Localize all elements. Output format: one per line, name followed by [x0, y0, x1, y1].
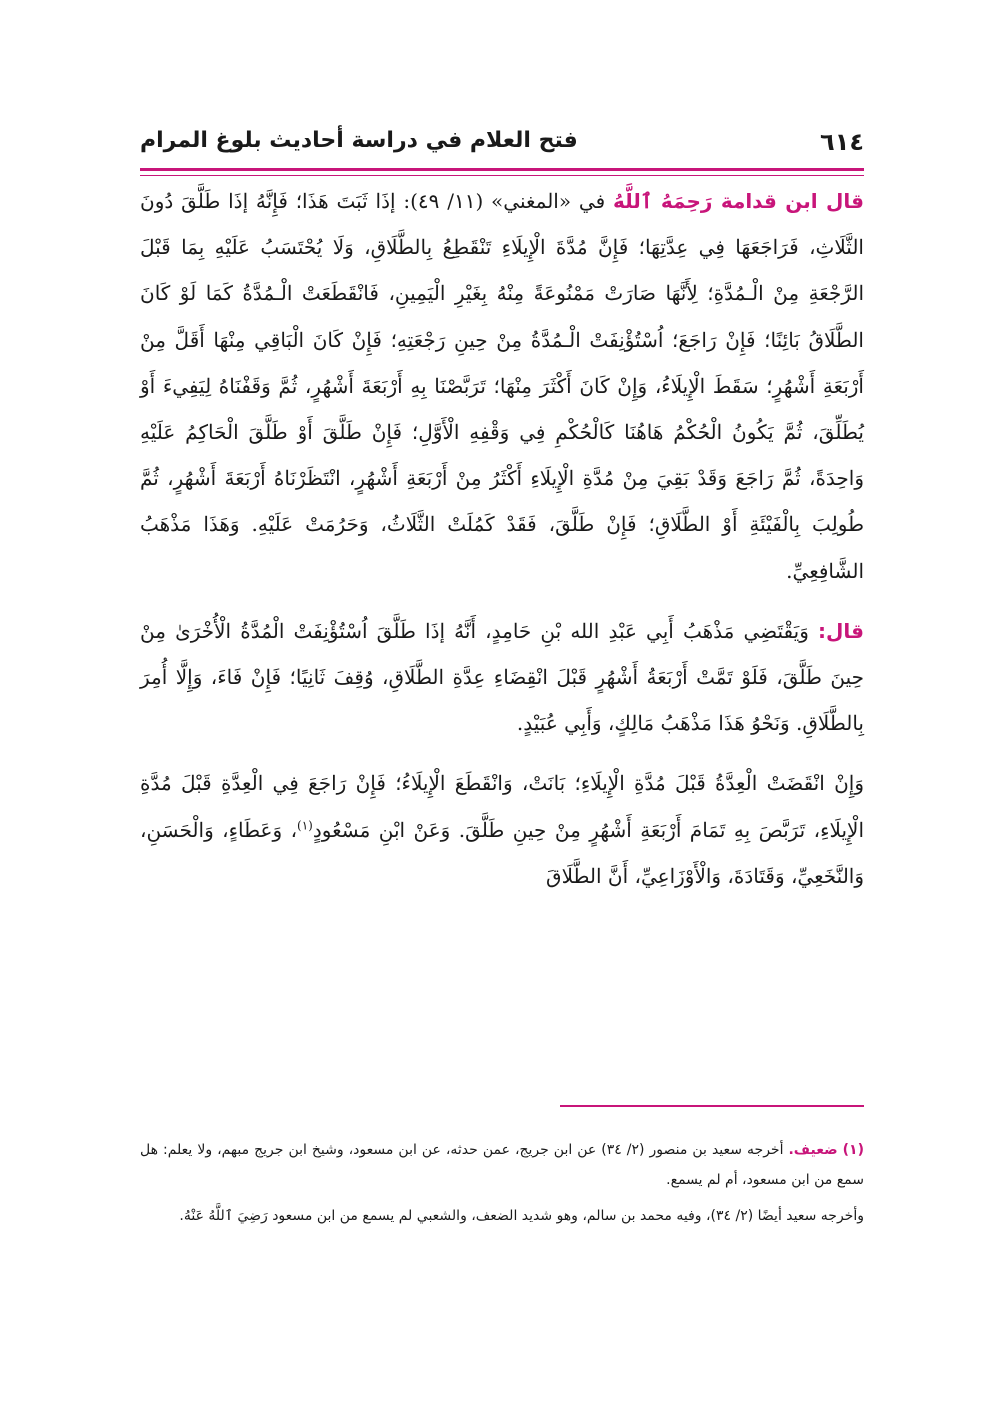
footnotes	[140, 1135, 864, 1237]
paragraph	[140, 760, 864, 899]
header-rule-thin	[140, 175, 864, 176]
speaker-label: قال ابن قدامة رَحِمَهُ ٱللَّهُ	[612, 189, 864, 213]
book-title: فتح العلام في دراسة أحاديث بلوغ المرام	[140, 128, 578, 153]
footnote-text: وأخرجه سعيد أيضًا (٢/ ٣٤)، وفيه محمد بن سالم، وهو شديد الضعف، والشعبي لم يسمع من ابن مسعود رَضِيَ ٱللَّهُ عَنْهُ.	[179, 1208, 864, 1224]
speaker-label: قال:	[818, 618, 864, 643]
footnote-reference[interactable]: (١)	[297, 817, 313, 832]
footnote	[140, 1135, 864, 1195]
paragraph-text: وَإِنْ انْقَضَتْ الْعِدَّةُ قَبْلَ مُدَّةِ الْإِيلَاءِ؛ بَانَتْ، وَانْقَطَعَ الْإِيلَاءُ؛ فَإِنْ رَاجَعَ فِي الْعِدَّةِ قَبْلَ مُدَّةِ الْإِيلَاءِ، تَرَبَّصَ بِهِ تَمَامَ أَرْبَعَةِ أَشْهُرٍ مِنْ حِينِ طَلَّقَ. وَعَنْ ابْنِ مَسْعُودٍ	[140, 771, 864, 842]
main-text	[140, 178, 864, 913]
footnote-text: أخرجه سعيد بن منصور (٢/ ٣٤) عن ابن جريج، عمن حدثه، عن ابن مسعود، وشيخ ابن جريج مبهم، ولا يعلم: هل سمع من ابن مسعود، أم لم يسمع.	[140, 1142, 864, 1188]
footnote-separator	[560, 1105, 864, 1107]
footnote-grade: ضعيف.	[788, 1142, 838, 1158]
footnote	[140, 1201, 864, 1231]
paragraph	[140, 178, 864, 594]
page-header	[140, 128, 864, 164]
paragraph-text: في «المغني» (١١/ ٤٩): إذَا ثَبَتَ هَذَا؛ فَإِنَّهُ إذَا طَلَّقَ دُونَ الثَّلَاثِ، فَرَاجَعَهَا فِي عِدَّتِهَا؛ فَإِنَّ مُدَّةَ الْإِيلَاءِ تَنْقَطِعُ بِالطَّلَاقِ، وَلَا يُحْتَسَبُ عَلَيْهِ بِمَا قَبْلَ الرَّجْعَةِ مِنْ الْـمُدَّةِ؛ لِأَنَّهَا صَارَتْ مَمْنُوعَةً مِنْهُ بِغَيْرِ الْيَمِينِ، فَانْقَطَعَتْ الْـمُدَّةُ كَمَا لَوْ كَانَ الطَّلَاقُ بَائِنًا؛ فَإِنْ رَاجَعَ؛ اُسْتُؤْنِفَتْ الْـمُدَّةُ مِنْ حِينِ رَجْعَتِهِ؛ فَإِنْ كَانَ الْبَاقِي مِنْهَا أَقَلَّ مِنْ أَرْبَعَةِ أَشْهُرٍ؛ سَقَطَ الْإِيلَاءُ، وَإِنْ كَانَ أَكْثَرَ مِنْهَا؛ تَرَبَّصْنَا بِهِ أَرْبَعَةَ أَشْهُرٍ، ثُمَّ وَقَفْنَاهُ لِيَفِيءَ أَوْ يُطَلِّقَ، ثُمَّ يَكُونُ الْحُكْمُ هَاهُنَا كَالْحُكْمِ فِي وَقْفِهِ الْأَوَّلِ؛ فَإِنْ طَلَّقَ أَوْ طَلَّقَ الْحَاكِمُ عَلَيْهِ وَاحِدَةً، ثُمَّ رَاجَعَ وَقَدْ بَقِيَ مِنْ مُدَّةِ الْإِيلَاءِ أَكْثَرُ مِنْ أَرْبَعَةِ أَشْهُرٍ، انْتَظَرْنَاهُ أَرْبَعَةَ أَشْهُرٍ، ثُمَّ طُولِبَ بِالْفَيْئَةِ أَوْ الطَّلَاقِ؛ فَإِنْ طَلَّقَ، فَقَدْ كَمُلَتْ الثَّلَاثُ، وَحَرُمَتْ عَلَيْهِ. وَهَذَا مَذْهَبُ الشَّافِعِيِّ.	[140, 189, 864, 583]
paragraph-text-continued: ، وَعَطَاءٍ، وَالْحَسَنِ، وَالنَّخَعِيِّ، وَقَتَادَةَ، وَالْأَوْزَاعِيِّ، أَنَّ الطَّلَاقَ	[140, 817, 864, 888]
page-number: ٦١٤	[820, 128, 864, 156]
header-rule-thick	[140, 168, 864, 171]
footnote-number: (١)	[842, 1142, 864, 1158]
paragraph-text: وَيَقْتَضِي مَذْهَبُ أَبِي عَبْدِ الله بْنِ حَامِدٍ، أَنَّهُ إذَا طَلَّقَ اُسْتُؤْنِفَتْ الْمُدَّةُ الْأُخْرَىٰ مِنْ حِينَ طَلَّقَ، فَلَوْ تَمَّتْ أَرْبَعَةُ أَشْهُرٍ قَبْلَ انْقِضَاءِ عِدَّةِ الطَّلَاقِ، وُقِفَ ثَانِيًا؛ فَإِنْ فَاءَ، وَإِلَّا أُمِرَ بِالطَّلَاقِ. وَنَحْوُ هَذَا مَذْهَبُ مَالِكٍ، وَأَبِي عُبَيْدٍ.	[140, 618, 864, 736]
paragraph	[140, 608, 864, 747]
